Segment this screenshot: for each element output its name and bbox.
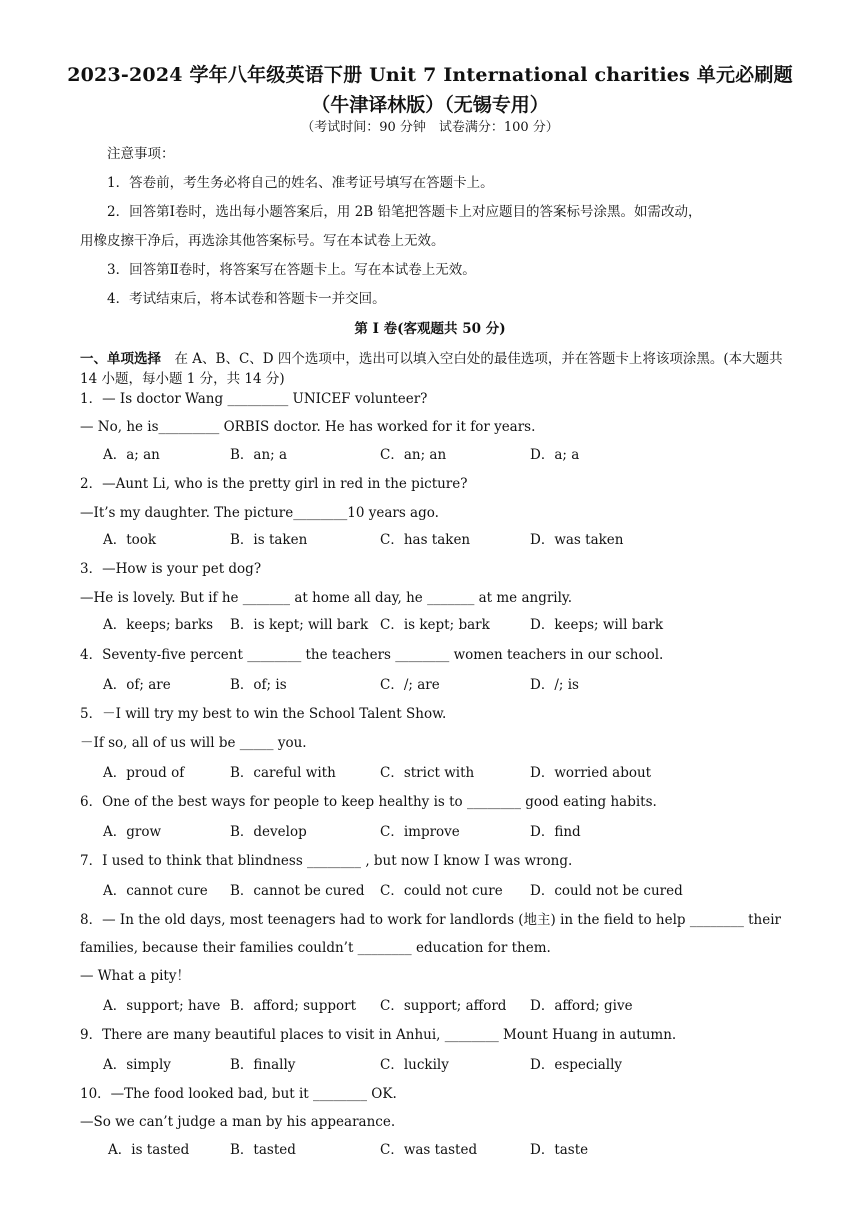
question-stem: 8．— In the old days, most teenagers had to work for landlords (地主) in the field to help ________ their families, because their families couldn’t ________ education for them. (80, 912, 782, 956)
option-c[interactable]: C．strict with (380, 765, 475, 781)
option-a[interactable]: A．a; an (103, 447, 160, 463)
option-c[interactable]: C．an; an (380, 447, 447, 463)
option-c[interactable]: C．/; are (380, 677, 440, 693)
question-stem: 1．— Is doctor Wang _________ UNICEF volunteer? (80, 391, 428, 407)
option-a[interactable]: A．grow (103, 824, 162, 840)
question-stem: 10．—The food looked bad, but it ________ OK. (80, 1086, 397, 1102)
option-c[interactable]: C．is kept; bark (380, 617, 490, 633)
option-a[interactable]: A．support; have (103, 998, 221, 1014)
question-stem: 4．Seventy-five percent ________ the teachers ________ women teachers in our school. (80, 647, 664, 663)
exam-title-line2: （牛津译林版）（无锡专用） (311, 94, 549, 116)
option-c[interactable]: C．could not cure (380, 883, 503, 899)
option-a[interactable]: A．is tasted (108, 1142, 190, 1158)
question-stem: 9．There are many beautiful places to visit in Anhui, ________ Mount Huang in autumn. (80, 1027, 677, 1043)
question-stem: 2．—Aunt Li, who is the pretty girl in red in the picture? (80, 476, 468, 492)
exam-title-line1: 2023-2024 学年八年级英语下册 Unit 7 International charities 单元必刷题 (67, 64, 793, 86)
question-stem: — What a pity！ (80, 968, 190, 984)
option-c[interactable]: C．was tasted (380, 1142, 478, 1158)
option-b[interactable]: B．careful with (230, 765, 336, 781)
option-a[interactable]: A．keeps; barks (103, 617, 214, 633)
question-stem: —He is lovely. But if he _______ at home all day, he _______ at me angrily. (80, 590, 573, 606)
option-d[interactable]: D．taste (530, 1142, 589, 1158)
option-a[interactable]: A．proud of (103, 765, 185, 781)
option-b[interactable]: B．finally (230, 1057, 296, 1073)
question-stem: 3．—How is your pet dog? (80, 561, 262, 577)
section-header (80, 349, 785, 389)
section-instruction: 在 A、B、C、D 四个选项中，选出可以填入空白处的最佳选项，并在答题卡上将该项涂黑。(本大题共 14 小题，每小题 1 分，共 14 分) (80, 351, 783, 387)
notes-heading: 注意事项： (107, 146, 175, 162)
option-d[interactable]: D．/; is (530, 677, 579, 693)
question-stem: —So we can’t judge a man by his appearance. (80, 1114, 396, 1130)
question-stem: —It’s my daughter. The picture________10 years ago. (80, 505, 439, 521)
option-b[interactable]: B．develop (230, 824, 307, 840)
option-d[interactable]: D．keeps; will bark (530, 617, 664, 633)
option-c[interactable]: C．support; afford (380, 998, 507, 1014)
option-b[interactable]: B．is kept; will bark (230, 617, 369, 633)
question-stem: 7．I used to think that blindness ________ , but now I know I was wrong. (80, 853, 573, 869)
option-a[interactable]: A．took (103, 532, 157, 548)
note-item: 3．回答第Ⅱ卷时，将答案写在答题卡上。写在本试卷上无效。 (107, 262, 476, 278)
question-stem: 5．－I will try my best to win the School Talent Show. (80, 706, 447, 722)
option-c[interactable]: C．improve (380, 824, 460, 840)
note-item: 2．回答第Ⅰ卷时，选出每小题答案后，用 2B 铅笔把答题卡上对应题目的答案标号涂黑。如需改动， (107, 204, 702, 220)
question-stem: — No, he is_________ ORBIS doctor. He has worked for it for years. (80, 419, 536, 435)
option-d[interactable]: D．was taken (530, 532, 624, 548)
question-stem: 6．One of the best ways for people to keep healthy is to ________ good eating habits. (80, 794, 657, 810)
option-b[interactable]: B．an; a (230, 447, 288, 463)
option-c[interactable]: C．has taken (380, 532, 471, 548)
option-b[interactable]: B．tasted (230, 1142, 296, 1158)
section-heading: 一、单项选择 (80, 351, 161, 367)
option-d[interactable]: D．find (530, 824, 581, 840)
question-stem: －If so, all of us will be _____ you. (80, 735, 307, 751)
option-c[interactable]: C．luckily (380, 1057, 449, 1073)
option-b[interactable]: B．of; is (230, 677, 287, 693)
option-a[interactable]: A．of; are (103, 677, 171, 693)
note-item: 4．考试结束后，将本试卷和答题卡一并交回。 (107, 291, 386, 307)
note-item: 用橡皮擦干净后，再选涂其他答案标号。写在本试卷上无效。 (80, 233, 445, 249)
note-item: 1．答卷前，考生务必将自己的姓名、准考证号填写在答题卡上。 (107, 175, 494, 191)
option-b[interactable]: B．cannot be cured (230, 883, 365, 899)
volume-title: 第 I 卷(客观题共 50 分) (354, 321, 506, 337)
option-d[interactable]: D．especially (530, 1057, 623, 1073)
option-a[interactable]: A．cannot cure (103, 883, 208, 899)
option-d[interactable]: D．worried about (530, 765, 652, 781)
option-d[interactable]: D．afford; give (530, 998, 633, 1014)
exam-info: （考试时间：90 分钟 试卷满分：100 分） (301, 120, 559, 135)
option-b[interactable]: B．is taken (230, 532, 308, 548)
option-a[interactable]: A．simply (103, 1057, 171, 1073)
option-b[interactable]: B．afford; support (230, 998, 357, 1014)
option-d[interactable]: D．a; a (530, 447, 580, 463)
option-d[interactable]: D．could not be cured (530, 883, 683, 899)
